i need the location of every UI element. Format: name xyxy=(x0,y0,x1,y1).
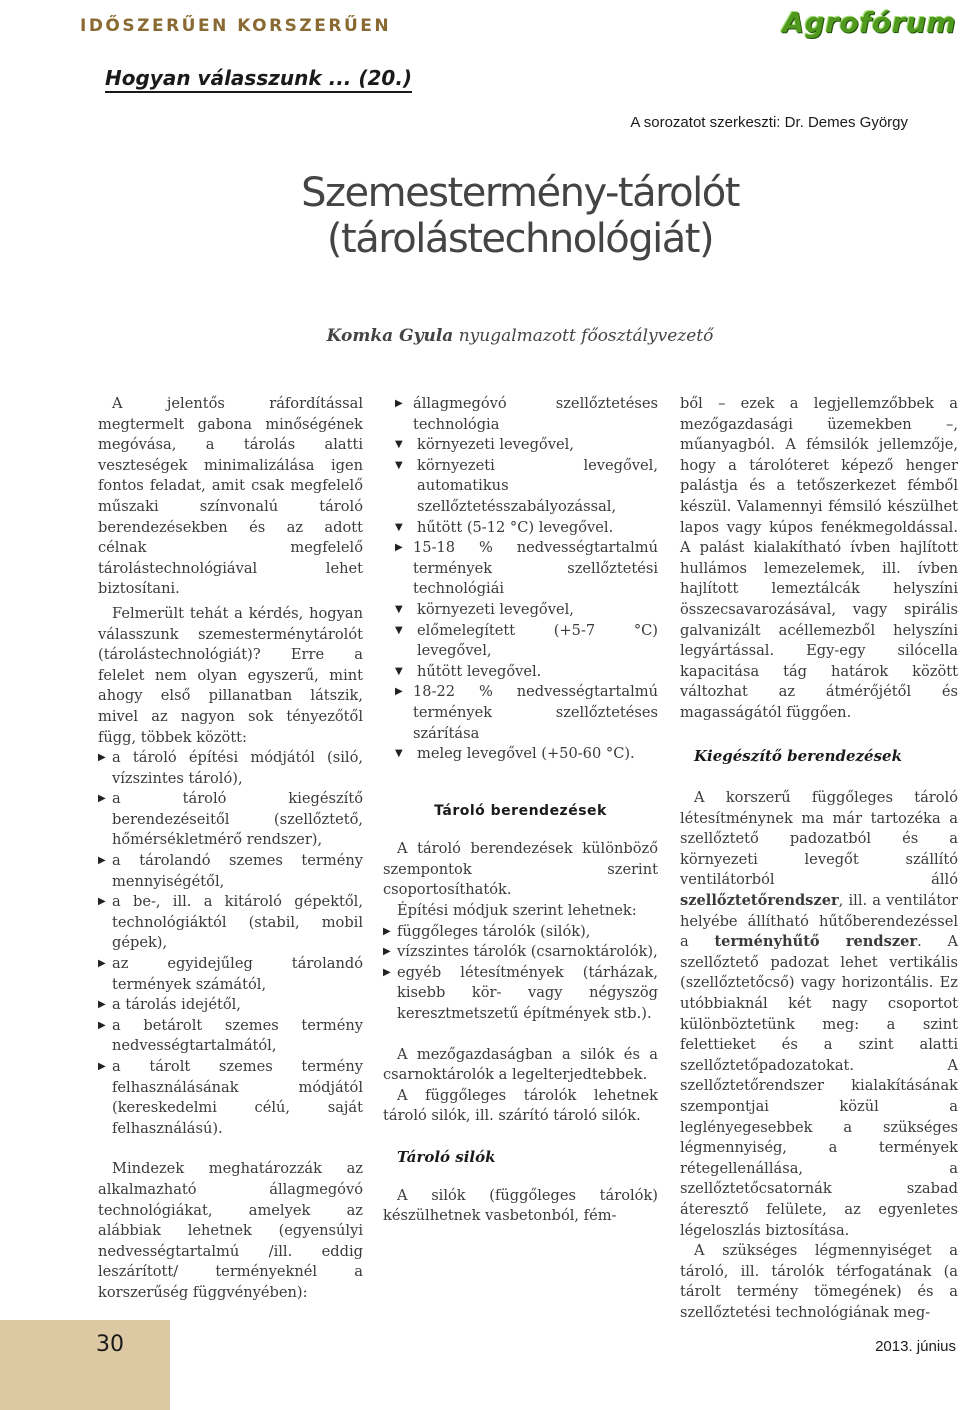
list-item: ▶ egyéb létesítmények (tárházak, kisebb kör- vagy négyszög keresztmetszetű építmények stb.). xyxy=(383,963,658,1025)
section-heading: Kiegészítő berendezések xyxy=(694,746,902,765)
list-item: ▶ vízszintes tárolók (csarnoktárolók), xyxy=(383,942,658,963)
series-title: Hogyan válasszunk ... (20.) xyxy=(105,66,412,93)
list-item: ▶ az egyidejűleg tárolandó termények számától, xyxy=(98,954,363,995)
technology-list xyxy=(383,394,658,765)
column-1 xyxy=(98,394,363,1304)
type-list xyxy=(383,922,658,1025)
text: . A szellőztető padozat lehet vertikális (szellőztetőcső) vagy horizontális. Ez utóbbiaknál két nagy csoportot különböztetünk meg: a szint felettieket és a szint alatti szellőztetőpadozatokat. A szellőztetőrendszer kialakításának szempontjai közül a leglényegesebbek a szükséges légmennyiség, a termények rétegellenállása, a szellőztetőcsatornák szabad áteresztő felülete, az egyenletes légeloszlás biztosítása. xyxy=(680,933,959,1239)
author-line xyxy=(0,326,960,346)
sub-item: ▼ környezeti levegővel, xyxy=(383,600,658,621)
paragraph xyxy=(680,788,958,1241)
title-line-1: Szemestermény-tárolót xyxy=(301,170,739,216)
footer-band xyxy=(0,1320,170,1410)
list-item xyxy=(383,394,658,538)
sub-item: ▼ meleg levegővel (+50-60 °C). xyxy=(383,744,658,765)
paragraph: A jelentős ráfordítással megtermelt gabona minőségének megóvása, a tárolás alatti veszteségek minimalizálása igen fontos feladat, amit csak megfelelő műszaki színvonalú tároló berendezésekben és az adott célnak megfelelő tárolástechnológiával lehet biztosítani. xyxy=(98,395,363,598)
page-number: 30 xyxy=(96,1332,124,1357)
text: A korszerű függőleges tároló létesítménynek ma már tartozéka a szellőztető padozatból és a környezeti levegőt szállító ventilátorból álló xyxy=(680,789,958,889)
list-item: ▶ a be-, ill. a kitároló gépektől, technológiáktól (stabil, mobil gépek), xyxy=(98,892,363,954)
column-3 xyxy=(680,394,958,1324)
author-role: nyugalmazott főosztályvezető xyxy=(458,326,714,346)
paragraph: A függőleges tárolók lehetnek tároló silók, ill. szárító tároló silók. xyxy=(383,1086,658,1125)
list-item: ▶ a tároló építési módjától (siló, vízszintes tároló), xyxy=(98,748,363,789)
group-heading: állagmegóvó szellőztetéses technológia xyxy=(413,395,658,433)
group-heading: 18-22 % nedvességtartalmú termények szellőztetéses szárítása xyxy=(413,683,658,742)
paragraph: Mindezek meghatározzák az alkalmazható állagmegóvó technológiákat, amelyek az alábbiak lehetnek (egyensúlyi nedvességtartalmú /ill. eddig leszárított/ terményeknél a korszerűség függvényében): xyxy=(98,1160,363,1301)
sub-item: ▼ előmelegített (+5-7 °C) levegővel, xyxy=(383,621,658,662)
issue-date: 2013. június xyxy=(875,1338,956,1355)
author-name: Komka Gyula xyxy=(326,326,454,346)
emphasis: terményhűtő rendszer xyxy=(714,933,918,951)
paragraph: Építési módjuk szerint lehetnek: xyxy=(397,902,637,920)
title-line-2: (tárolástechnológiát) xyxy=(326,216,714,262)
paragraph: A silók (függőleges tárolók) készülhetnek vasbetonból, fém- xyxy=(383,1186,658,1225)
paragraph: A mezőgazdaságban a silók és a csarnoktárolók a legelterjedtebbek. xyxy=(383,1045,658,1084)
paragraph: ből – ezek a legjellemzőbbek a mezőgazdasági üzemekben –, műanyagból. A fémsilók jellemzője, hogy a tárolóteret képező henger palástja és a tetőszerkezet fémből készül. Valamennyi fémsiló készülhet lapos vagy kúpos fenékmegoldással. A palást kialakítható ívben hajlított hullámos lemezelemek, ill. ívben hajlított lemeztálcák helyszíni összecsavarozásával, vagy spirális galvanizált acéllemezből helyszíni legyártással. Egy-egy silócella kapacitása tág határok között változhat az átmérőjétől és magasságától függően. xyxy=(680,395,958,721)
series-editor: A sorozatot szerkeszti: Dr. Demes György xyxy=(630,114,908,131)
list-item xyxy=(383,682,658,764)
column-2 xyxy=(383,394,658,1227)
sub-item: ▼ környezeti levegővel, xyxy=(383,435,658,456)
paragraph: A szükséges légmennyiséget a tároló, ill. tárolók térfogatának (a tárolt termény tömegének) és a szellőztetési technológiának meg- xyxy=(680,1242,958,1321)
magazine-logo: Agrofórum xyxy=(782,6,956,39)
emphasis: szellőztetőrendszer xyxy=(680,892,839,910)
sub-item: ▼ hűtött (5-12 °C) levegővel. xyxy=(383,518,658,539)
section-heading: Tároló berendezések xyxy=(434,802,607,819)
list-item xyxy=(383,538,658,682)
list-item: ▶ a betárolt szemes termény nedvességtartalmától, xyxy=(98,1016,363,1057)
factor-list xyxy=(98,748,363,1139)
sub-item: ▼ hűtött levegővel. xyxy=(383,662,658,683)
list-item: ▶ a tárolás idejétől, xyxy=(98,995,363,1016)
list-item: ▶ a tárolt szemes termény felhasználásának módjától (kereskedelmi célú, saját felhasználású). xyxy=(98,1057,363,1139)
text: , ill. a ventilátor helyébe állítható hűtőberendezéssel a xyxy=(680,892,958,951)
list-item: ▶ függőleges tárolók (silók), xyxy=(383,922,658,943)
group-heading: 15-18 % nedvességtartalmú termények szellőztetési technológiái xyxy=(413,539,658,598)
article-title xyxy=(0,170,960,262)
paragraph: A tároló berendezések különböző szempontok szerint csoportosíthatók. xyxy=(383,840,658,899)
section-kicker: IDŐSZERŰEN KORSZERŰEN xyxy=(80,16,392,36)
list-item: ▶ a tárolandó szemes termény mennyiségétől, xyxy=(98,851,363,892)
section-heading: Tároló silók xyxy=(397,1148,496,1166)
sub-item: ▼ környezeti levegővel, automatikus szellőztetésszabályozással, xyxy=(383,456,658,518)
paragraph: Felmerült tehát a kérdés, hogyan válasszunk szemesterménytárolót (tárolástechnológiát)? Erre a felelet nem olyan egyszerű, mint ahogy első pillanatban látszik, mivel az nagyon sok tényezőtől függ, többek között: xyxy=(98,604,363,746)
list-item: ▶ a tároló kiegészítő berendezéseitől (szellőztető, hőmérsékletmérő rendszer), xyxy=(98,789,363,851)
